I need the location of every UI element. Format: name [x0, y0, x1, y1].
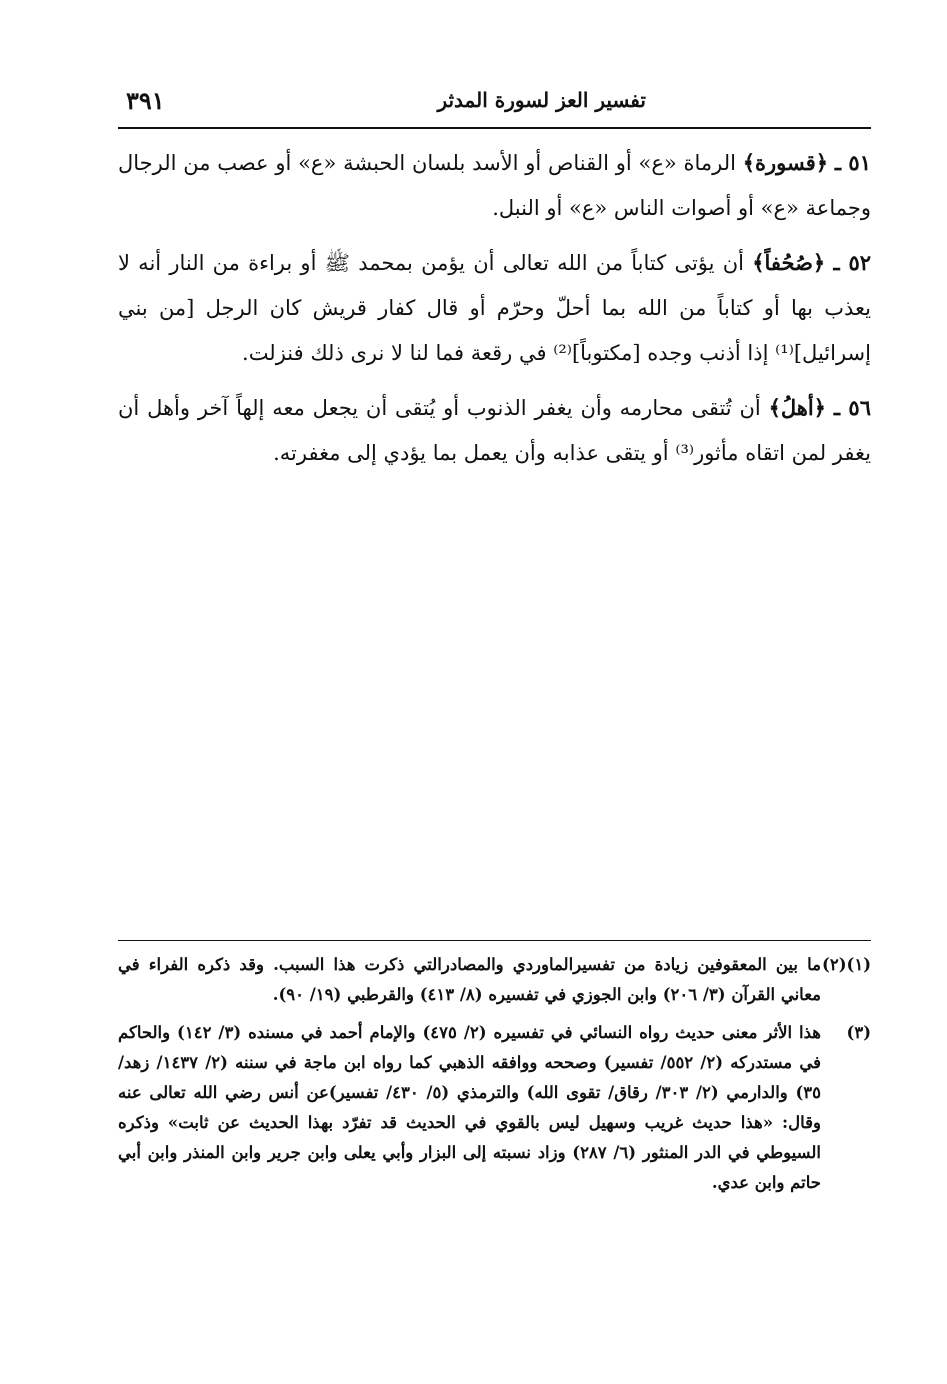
main-text — [118, 140, 871, 485]
entry-text: أن يؤتى كتاباً من الله تعالى أن يؤمن بمحمد ﷺ أو براءة من النار أنه لا يعذب بها أو كتاباً من الله بما أحلّ وحرّم أو قال كفار قريش كان الرجل [من بني إسرائيل]⁽¹⁾ إذا أذنب وجده [مكتوباً]⁽²⁾ في رقعة فما لنا لا نرى ذلك فنزلت. — [118, 251, 871, 365]
entry-text: الرماة «ع» أو القناص أو الأسد بلسان الحبشة «ع» أو عصب من الرجال وجماعة «ع» أو أصوات الناس «ع» أو النبل. — [118, 151, 871, 220]
quranic-word: ﴿قسورة﴾ — [742, 150, 829, 175]
entry-56 — [118, 385, 871, 476]
quranic-word: ﴿أهلُ﴾ — [768, 395, 826, 420]
footnote-text: هذا الأثر معنى حديث رواه النسائي في تفسيره (٢/ ٤٧٥) والإمام أحمد في مسنده (٣/ ١٤٢) والحاكم في مستدركه (٢/ ٥٥٢/ تفسير) وصححه ووافقه الذهبي كما رواه ابن ماجة في سننه (٢/ ١٤٣٧/ زهد/ ٣٥) والدارمي (٢/ ٣٠٣/ رقاق/ تقوى الله) والترمذي (٥/ ٤٣٠/ تفسير)عن أنس رضي الله تعالى عنه وقال: «هذا حديث غريب وسهيل ليس بالقوي في الحديث قد تفرّد بهذا الحديث عن ثابت» وذكره السيوطي في الدر المنثور (٦/ ٢٨٧) وزاد نسبته إلى البزار وأبي يعلى وابن جرير وابن المنذر وابن أبي حاتم وابن عدي. — [118, 1023, 822, 1192]
quranic-word: ﴿صُحُفاً﴾ — [752, 250, 826, 275]
entry-51 — [118, 140, 871, 231]
entry-number: ٥١ ـ — [834, 150, 871, 175]
header-divider — [118, 127, 871, 129]
footnote-marker: (٣) — [846, 1023, 871, 1042]
entry-number: ٥٦ ـ — [833, 395, 871, 420]
footnote-divider — [118, 940, 871, 941]
header-title: تفسير العز لسورة المدثر — [437, 88, 646, 112]
footnote-text: ما بين المعقوفين زيادة من تفسيرالماوردي والمصادرالتي ذكرت هذا السبب. وقد ذكره الفراء في معاني القرآن (٣/ ٢٠٦) وابن الجوزي في تفسيره (٨/ ٤١٣) والقرطبي (١٩/ ٩٠). — [118, 955, 821, 1004]
footnote-1-2 — [118, 950, 871, 1010]
footnote-3 — [118, 1018, 871, 1198]
entry-text: أن تُتقى محارمه وأن يغفر الذنوب أو يُتقى أن يجعل معه إلهاً آخر وأهل أن يغفر لمن اتقاه مأثور⁽³⁾ أو يتقى عذابه وأن يعمل بما يؤدي إلى مغفرته. — [118, 396, 871, 465]
footnotes — [118, 950, 871, 1206]
footnote-marker: (١)(٢) — [822, 955, 871, 974]
entry-52 — [118, 240, 871, 376]
page-number: ٣٩١ — [126, 86, 165, 115]
running-header — [118, 86, 871, 124]
entry-number: ٥٢ ـ — [833, 250, 871, 275]
